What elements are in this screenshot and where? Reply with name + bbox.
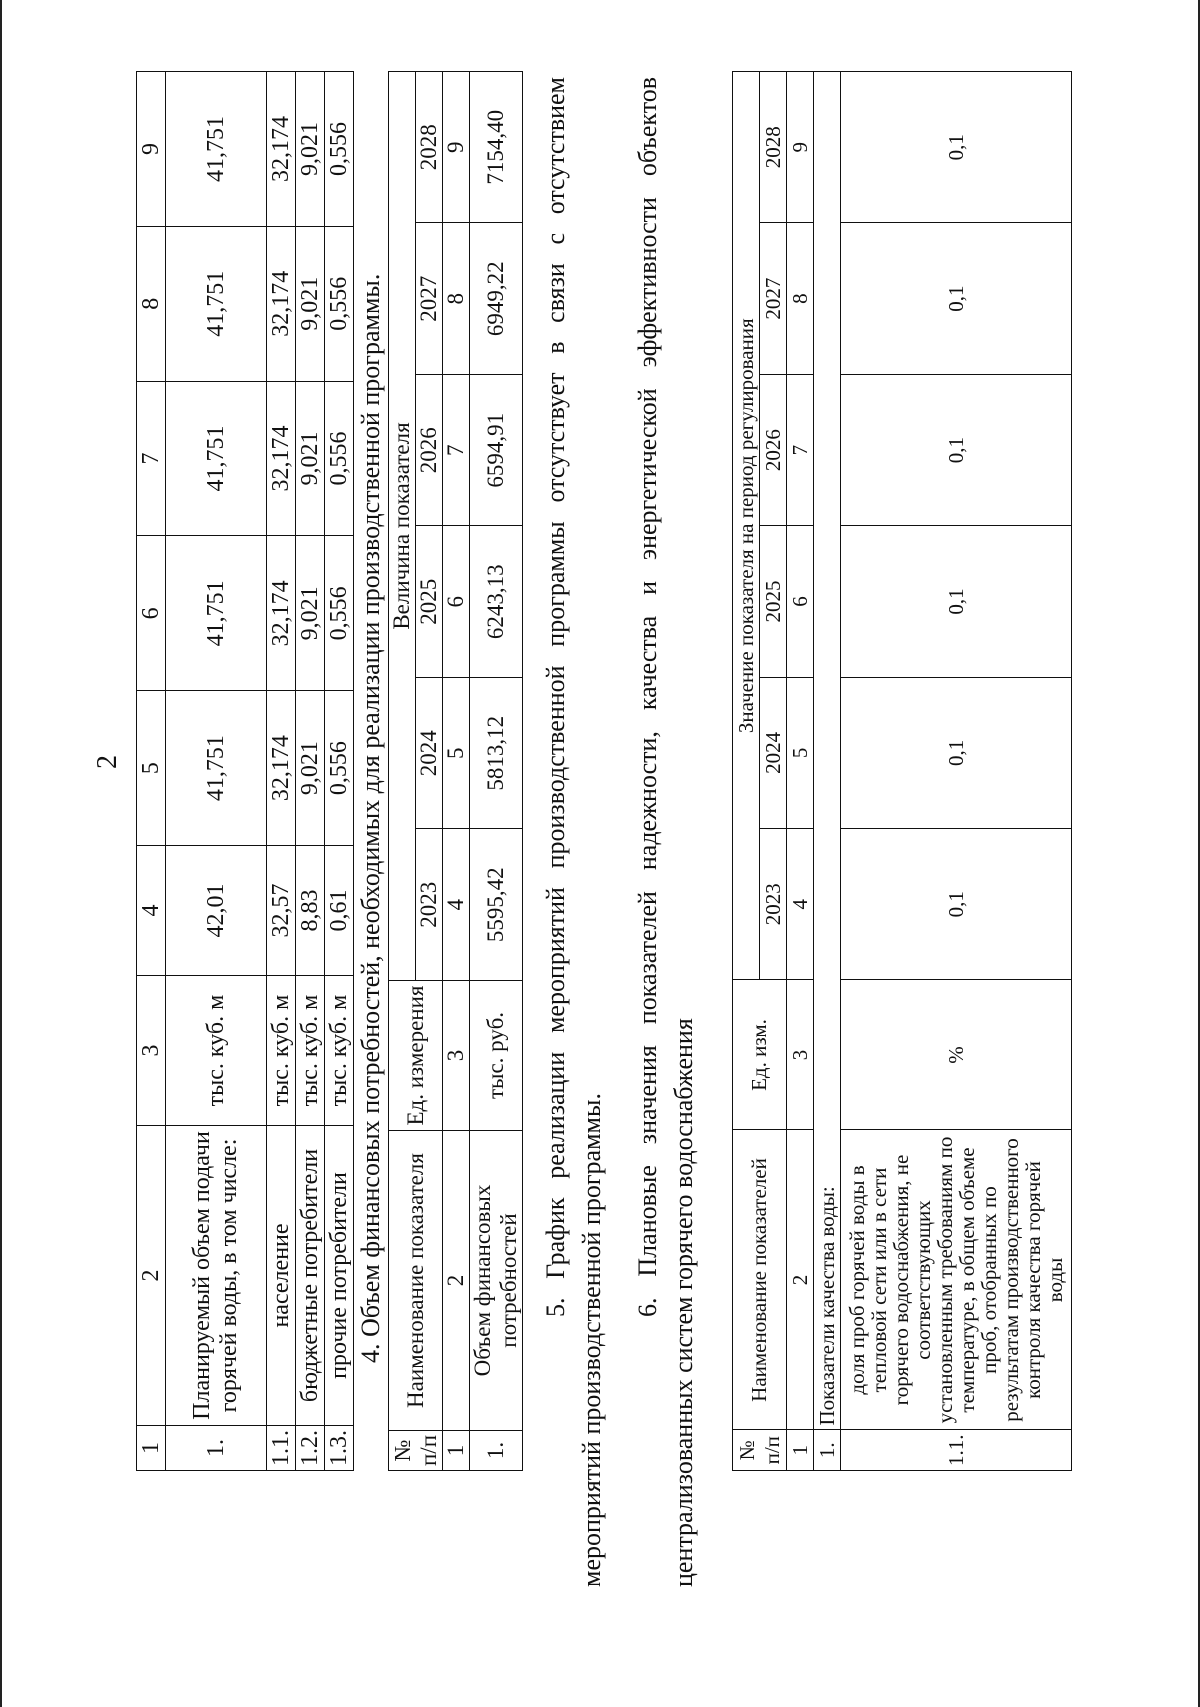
row-unit: тыс. куб. м <box>325 976 354 1126</box>
value-cell: 32,174 <box>267 226 296 381</box>
index-cell: 1 <box>787 1430 814 1471</box>
value-group-header: Величина показателя <box>389 72 416 981</box>
table-row <box>325 72 354 1471</box>
value-cell: 32,174 <box>267 536 296 691</box>
table-header-row <box>733 72 760 1471</box>
value-cell: 41,751 <box>166 72 267 227</box>
section-6-heading: 6. Плановые значения показателей надежности, качества и энергетической эффективности объектов централизованных систем горячего водоснабжения <box>633 77 698 1587</box>
value-cell: 41,751 <box>166 536 267 691</box>
year-header: 2026 <box>760 374 787 525</box>
col-unit-header: Ед. измерения <box>389 981 443 1131</box>
row-unit: тыс. куб. м <box>267 976 296 1126</box>
value-cell: 0,556 <box>325 381 354 536</box>
row-unit: тыс. куб. м <box>166 976 267 1126</box>
year-header: 2027 <box>760 223 787 374</box>
index-cell: 5 <box>443 678 470 830</box>
value-cell: 0,556 <box>325 691 354 846</box>
index-cell: 1 <box>443 1431 470 1471</box>
value-cell: 0,556 <box>325 72 354 227</box>
value-cell: 32,174 <box>267 72 296 227</box>
value-cell: 32,174 <box>267 381 296 536</box>
water-volume-table <box>136 71 354 1471</box>
year-header: 2025 <box>416 526 443 678</box>
row-number: 1.1. <box>267 1426 296 1471</box>
col-num-header: № п/п <box>733 1430 787 1471</box>
row-name: Планируемый объем подачи горячей воды, в том числе: <box>166 1126 267 1426</box>
value-cell: 7154,40 <box>470 72 523 224</box>
value-cell: 32,174 <box>267 691 296 846</box>
value-cell: 0,61 <box>325 845 354 975</box>
index-cell: 9 <box>443 72 470 224</box>
value-cell: 41,751 <box>166 381 267 536</box>
financial-needs-table <box>388 71 523 1471</box>
year-header: 2027 <box>416 223 443 375</box>
row-number: 1. <box>470 1431 523 1471</box>
index-cell: 9 <box>787 72 814 223</box>
table-row <box>470 72 523 1471</box>
value-cell: 9,021 <box>296 226 325 381</box>
table-row <box>267 72 296 1471</box>
index-cell: 6 <box>443 526 470 678</box>
value-cell: 41,751 <box>166 691 267 846</box>
row-number: 1. <box>814 1430 841 1471</box>
col-name-header: Наименование показателя <box>389 1131 443 1431</box>
row-number: 1. <box>166 1426 267 1471</box>
header-cell: 9 <box>137 72 166 227</box>
value-cell: 42,01 <box>166 845 267 975</box>
header-cell: 3 <box>137 976 166 1126</box>
header-cell: 6 <box>137 536 166 691</box>
header-cell: 2 <box>137 1126 166 1426</box>
value-cell: 0,1 <box>841 374 1072 525</box>
row-number: 1.3. <box>325 1426 354 1471</box>
index-cell: 2 <box>787 1130 814 1430</box>
index-cell: 8 <box>443 223 470 375</box>
value-cell: 5813,12 <box>470 678 523 830</box>
year-header: 2023 <box>760 829 787 980</box>
value-cell: 0,1 <box>841 72 1072 223</box>
index-cell: 3 <box>787 980 814 1130</box>
year-header: 2025 <box>760 526 787 677</box>
table-row <box>841 72 1072 1471</box>
index-row <box>443 72 470 1471</box>
index-cell: 2 <box>443 1131 470 1431</box>
col-unit-header: Ед. изм. <box>733 980 787 1130</box>
value-cell: 0,556 <box>325 226 354 381</box>
group-title: Показатели качества воды: <box>814 72 841 1431</box>
header-cell: 5 <box>137 691 166 846</box>
row-number: 1.2. <box>296 1426 325 1471</box>
year-header: 2024 <box>760 677 787 828</box>
index-cell: 4 <box>787 829 814 980</box>
value-cell: 41,751 <box>166 226 267 381</box>
table-header-row <box>389 72 416 1471</box>
value-cell: 9,021 <box>296 691 325 846</box>
row-number: 1.1. <box>841 1430 1072 1471</box>
year-header: 2028 <box>416 72 443 224</box>
quality-indicators-table <box>732 71 1072 1471</box>
col-num-header: № п/п <box>389 1431 443 1471</box>
header-cell: 4 <box>137 845 166 975</box>
row-unit: % <box>841 980 1072 1130</box>
index-cell: 5 <box>787 677 814 828</box>
row-unit: тыс. куб. м <box>296 976 325 1126</box>
row-name: прочие потребители <box>325 1126 354 1426</box>
year-header: 2028 <box>760 72 787 223</box>
value-cell: 0,556 <box>325 536 354 691</box>
value-cell: 9,021 <box>296 536 325 691</box>
year-header: 2026 <box>416 375 443 527</box>
index-row <box>787 72 814 1471</box>
header-cell: 1 <box>137 1426 166 1471</box>
value-cell: 0,1 <box>841 526 1072 677</box>
year-header: 2023 <box>416 829 443 981</box>
row-name: доля проб горячей воды в тепловой сети или в сети горячего водоснабжения, не соответствующих установленным требованиям по температуре, в общем объеме проб, отобранных по результатам производственного контроля качества горячей воды <box>841 1130 1072 1430</box>
section-5-text: 5. График реализации мероприятий производственной программы отсутствует в связи с отсутствием мероприятий производственной программы. <box>541 77 606 1587</box>
value-cell: 9,021 <box>296 72 325 227</box>
index-cell: 6 <box>787 526 814 677</box>
value-cell: 8,83 <box>296 845 325 975</box>
value-cell: 6949,22 <box>470 223 523 375</box>
value-cell: 6594,91 <box>470 375 523 527</box>
row-name: население <box>267 1126 296 1426</box>
table-row <box>166 72 267 1471</box>
value-cell: 9,021 <box>296 381 325 536</box>
group-row <box>814 72 841 1471</box>
value-group-header: Значение показателя на период регулирования <box>733 72 760 981</box>
index-cell: 7 <box>443 375 470 527</box>
index-cell: 4 <box>443 829 470 981</box>
col-name-header: Наименование показателей <box>733 1130 787 1430</box>
header-cell: 8 <box>137 226 166 381</box>
value-cell: 0,1 <box>841 677 1072 828</box>
value-cell: 0,1 <box>841 829 1072 980</box>
year-header: 2024 <box>416 678 443 830</box>
value-cell: 6243,13 <box>470 526 523 678</box>
table-header-row <box>137 72 166 1471</box>
page-number: 2 <box>92 755 123 769</box>
value-cell: 5595,42 <box>470 829 523 981</box>
index-cell: 7 <box>787 374 814 525</box>
row-name: Объем финансовых потребностей <box>470 1131 523 1431</box>
row-name: бюджетные потребители <box>296 1126 325 1426</box>
value-cell: 32,57 <box>267 845 296 975</box>
header-cell: 7 <box>137 381 166 536</box>
value-cell: 0,1 <box>841 223 1072 374</box>
section-4-heading: 4. Объем финансовых потребностей, необходимых для реализации производственной программы. <box>356 273 385 1363</box>
table-row <box>296 72 325 1471</box>
index-cell: 8 <box>787 223 814 374</box>
row-unit: тыс. руб. <box>470 981 523 1131</box>
index-cell: 3 <box>443 981 470 1131</box>
